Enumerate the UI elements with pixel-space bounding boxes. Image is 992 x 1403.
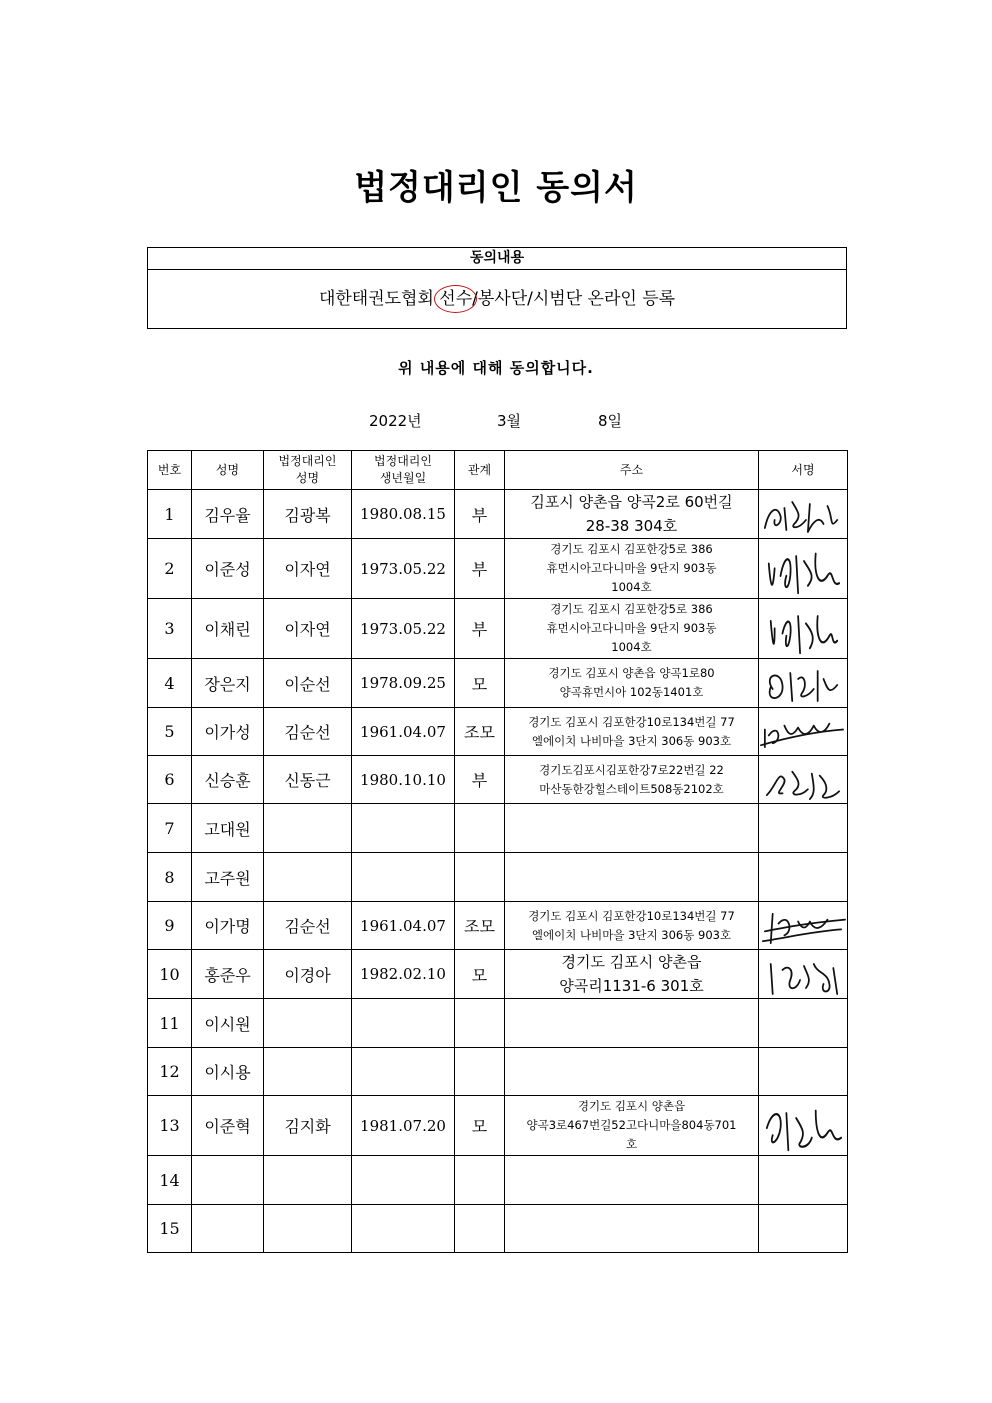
row-name: 홍준우	[192, 950, 264, 999]
signature-stroke	[770, 671, 838, 701]
row-name: 김우율	[192, 490, 264, 539]
header-rep-name	[264, 451, 352, 490]
row-address-line3: 1004호	[611, 580, 652, 594]
row-relation	[455, 1156, 505, 1205]
row-signature	[759, 1156, 848, 1205]
row-rep-birth: 1978.09.25	[352, 659, 455, 708]
row-relation: 모	[455, 659, 505, 708]
row-address-line1: 김포시 양촌읍 양곡2로 60번길	[530, 493, 733, 511]
table-row	[148, 804, 848, 853]
row-rep-birth	[352, 804, 455, 853]
row-address-line2: 양곡3로467번길52고다니마을804동701	[526, 1118, 737, 1132]
row-signature	[759, 853, 848, 902]
row-address	[505, 853, 759, 902]
row-relation	[455, 999, 505, 1048]
consent-text-after: /봉사단/시범단 온라인 등록	[472, 289, 676, 309]
row-address	[505, 708, 759, 756]
row-rep-birth	[352, 1205, 455, 1253]
row-address	[505, 659, 759, 708]
row-rep-name: 이경아	[264, 950, 352, 999]
signature-stroke	[771, 616, 837, 653]
header-rep-birth-line1: 법정대리인	[374, 454, 432, 468]
row-address	[505, 902, 759, 950]
row-relation: 조모	[455, 902, 505, 950]
header-rep-birth	[352, 451, 455, 490]
row-rep-name: 이자연	[264, 599, 352, 659]
row-signature	[759, 708, 848, 756]
row-rep-birth: 1981.07.20	[352, 1096, 455, 1156]
row-rep-name	[264, 1156, 352, 1205]
row-address-line1: 경기도 김포시 김포한강5로 386	[550, 542, 713, 556]
registration-table	[147, 450, 848, 1253]
row-rep-birth: 1973.05.22	[352, 539, 455, 599]
row-rep-name: 이순선	[264, 659, 352, 708]
handwritten-signature	[759, 599, 847, 658]
table-row	[148, 1096, 848, 1156]
handwritten-signature	[759, 539, 847, 598]
table-row	[148, 902, 848, 950]
row-number: 12	[148, 1048, 192, 1096]
row-address-line2: 마산동한강힐스테이트508동2102호	[539, 781, 724, 796]
table-row	[148, 950, 848, 999]
row-address	[505, 1096, 759, 1156]
date-month: 3월	[497, 412, 522, 430]
row-rep-name	[264, 804, 352, 853]
row-rep-birth	[352, 1048, 455, 1096]
row-number: 7	[148, 804, 192, 853]
signature-stroke	[769, 554, 839, 593]
header-relation: 관계	[455, 451, 505, 490]
row-number: 11	[148, 999, 192, 1048]
row-address	[505, 950, 759, 999]
row-number: 13	[148, 1096, 192, 1156]
handwritten-signature	[759, 902, 847, 949]
row-number: 14	[148, 1156, 192, 1205]
row-address	[505, 1048, 759, 1096]
row-relation: 모	[455, 1096, 505, 1156]
row-address-line3: 1004호	[611, 640, 652, 654]
row-name: 이준성	[192, 539, 264, 599]
row-rep-name	[264, 853, 352, 902]
row-address-line2: 휴먼시아고다니마을 9단지 903동	[546, 621, 717, 635]
row-name	[192, 1205, 264, 1253]
row-relation	[455, 804, 505, 853]
row-address-line1: 경기도 김포시 김포한강5로 386	[550, 602, 713, 616]
row-signature	[759, 659, 848, 708]
row-name: 이채린	[192, 599, 264, 659]
consent-text-before: 대한태권도협회	[318, 289, 440, 309]
row-address	[505, 1205, 759, 1253]
row-address-line1: 경기도 김포시 김포한강10로134번길 77	[528, 908, 735, 923]
signature-stroke	[763, 914, 845, 943]
signature-stroke	[771, 964, 837, 994]
table-row	[148, 490, 848, 539]
row-rep-name	[264, 999, 352, 1048]
row-address-line1: 경기도 김포시 김포한강10로134번길 77	[528, 714, 735, 729]
row-address-line1: 경기도김포시김포한강7로22번길 22	[539, 762, 724, 777]
row-relation	[455, 1048, 505, 1096]
row-relation: 부	[455, 490, 505, 539]
handwritten-signature	[759, 756, 847, 803]
header-number: 번호	[148, 451, 192, 490]
handwritten-signature	[759, 659, 847, 707]
row-signature	[759, 1205, 848, 1253]
row-name: 고대원	[192, 804, 264, 853]
table-row	[148, 756, 848, 804]
consent-circled-option: 선수	[439, 289, 473, 309]
row-rep-name: 김광복	[264, 490, 352, 539]
row-address-line2: 휴먼시아고다니마을 9단지 903동	[546, 561, 717, 575]
consent-box	[147, 247, 847, 329]
table-row	[148, 659, 848, 708]
row-rep-name: 김순선	[264, 902, 352, 950]
handwritten-signature	[759, 1096, 847, 1155]
row-rep-birth: 1973.05.22	[352, 599, 455, 659]
row-address-line1: 경기도 김포시 양촌읍	[561, 953, 702, 971]
row-address-line2: 엘에이치 나비마을 3단지 306동 903호	[531, 927, 732, 942]
row-signature	[759, 804, 848, 853]
table-row	[148, 708, 848, 756]
row-rep-birth: 1961.04.07	[352, 902, 455, 950]
row-address	[505, 599, 759, 659]
consent-text	[148, 270, 846, 328]
row-rep-name: 이자연	[264, 539, 352, 599]
row-address	[505, 490, 759, 539]
row-address-line2: 양곡휴먼시아 102동1401호	[559, 685, 704, 699]
row-address-line1: 경기도 김포시 양촌읍	[577, 1099, 686, 1113]
row-name: 이시용	[192, 1048, 264, 1096]
row-rep-name: 신동근	[264, 756, 352, 804]
row-rep-name: 김순선	[264, 708, 352, 756]
row-signature	[759, 756, 848, 804]
row-rep-name: 김지화	[264, 1096, 352, 1156]
row-name: 신승훈	[192, 756, 264, 804]
row-address	[505, 1156, 759, 1205]
row-rep-name	[264, 1048, 352, 1096]
row-rep-birth: 1982.02.10	[352, 950, 455, 999]
header-name: 성명	[192, 451, 264, 490]
row-relation: 모	[455, 950, 505, 999]
signature-stroke	[765, 502, 837, 532]
row-address-line2: 28-38 304호	[585, 517, 678, 535]
row-number: 5	[148, 708, 192, 756]
row-relation	[455, 1205, 505, 1253]
table-row	[148, 999, 848, 1048]
row-signature	[759, 1048, 848, 1096]
row-number: 15	[148, 1205, 192, 1253]
table-header-row	[148, 451, 848, 490]
handwritten-signature	[759, 490, 847, 538]
table-row	[148, 1156, 848, 1205]
row-relation	[455, 853, 505, 902]
row-number: 10	[148, 950, 192, 999]
signature-stroke	[767, 772, 839, 799]
row-number: 1	[148, 490, 192, 539]
row-signature	[759, 902, 848, 950]
row-address-line3: 호	[625, 1137, 638, 1151]
date-day: 8일	[598, 412, 623, 430]
row-signature	[759, 999, 848, 1048]
row-number: 4	[148, 659, 192, 708]
row-name: 고주원	[192, 853, 264, 902]
table-row	[148, 1048, 848, 1096]
row-number: 2	[148, 539, 192, 599]
row-signature	[759, 599, 848, 659]
row-relation: 부	[455, 756, 505, 804]
row-rep-birth: 1961.04.07	[352, 708, 455, 756]
row-address-line2: 엘에이치 나비마을 3단지 306동 903호	[531, 733, 732, 748]
consent-header: 동의내용	[148, 248, 846, 270]
table-row	[148, 539, 848, 599]
row-relation: 부	[455, 539, 505, 599]
row-rep-birth: 1980.10.10	[352, 756, 455, 804]
header-address: 주소	[505, 451, 759, 490]
row-address-line2: 양곡리1131-6 301호	[559, 977, 704, 995]
row-name: 이준혁	[192, 1096, 264, 1156]
handwritten-signature	[759, 950, 847, 998]
row-address	[505, 539, 759, 599]
signature-stroke	[761, 724, 843, 748]
row-relation: 조모	[455, 708, 505, 756]
row-rep-birth	[352, 853, 455, 902]
row-number: 9	[148, 902, 192, 950]
header-rep-birth-line2: 생년월일	[379, 471, 427, 485]
header-rep-name-line2: 성명	[295, 471, 320, 485]
row-signature	[759, 1096, 848, 1156]
table-row	[148, 1205, 848, 1253]
row-address	[505, 756, 759, 804]
row-address	[505, 804, 759, 853]
row-name: 이시원	[192, 999, 264, 1048]
signature-stroke	[767, 1111, 841, 1150]
row-number: 6	[148, 756, 192, 804]
row-name: 이가명	[192, 902, 264, 950]
row-number: 3	[148, 599, 192, 659]
row-signature	[759, 950, 848, 999]
row-signature	[759, 539, 848, 599]
document-title: 법정대리인 동의서	[354, 168, 638, 208]
row-name: 이가성	[192, 708, 264, 756]
table-row	[148, 599, 848, 659]
row-rep-name	[264, 1205, 352, 1253]
row-name	[192, 1156, 264, 1205]
row-number: 8	[148, 853, 192, 902]
row-relation: 부	[455, 599, 505, 659]
header-signature: 서명	[759, 451, 848, 490]
row-rep-birth	[352, 1156, 455, 1205]
row-name: 장은지	[192, 659, 264, 708]
date-year: 2022년	[369, 412, 422, 430]
row-address-line1: 경기도 김포시 양촌읍 양곡1로80	[548, 666, 715, 680]
handwritten-signature	[759, 708, 847, 755]
agreement-statement: 위 내용에 대해 동의합니다.	[398, 359, 594, 377]
row-rep-birth: 1980.08.15	[352, 490, 455, 539]
row-signature	[759, 490, 848, 539]
row-address	[505, 999, 759, 1048]
table-row	[148, 853, 848, 902]
header-rep-name-line1: 법정대리인	[278, 454, 337, 468]
row-rep-birth	[352, 999, 455, 1048]
